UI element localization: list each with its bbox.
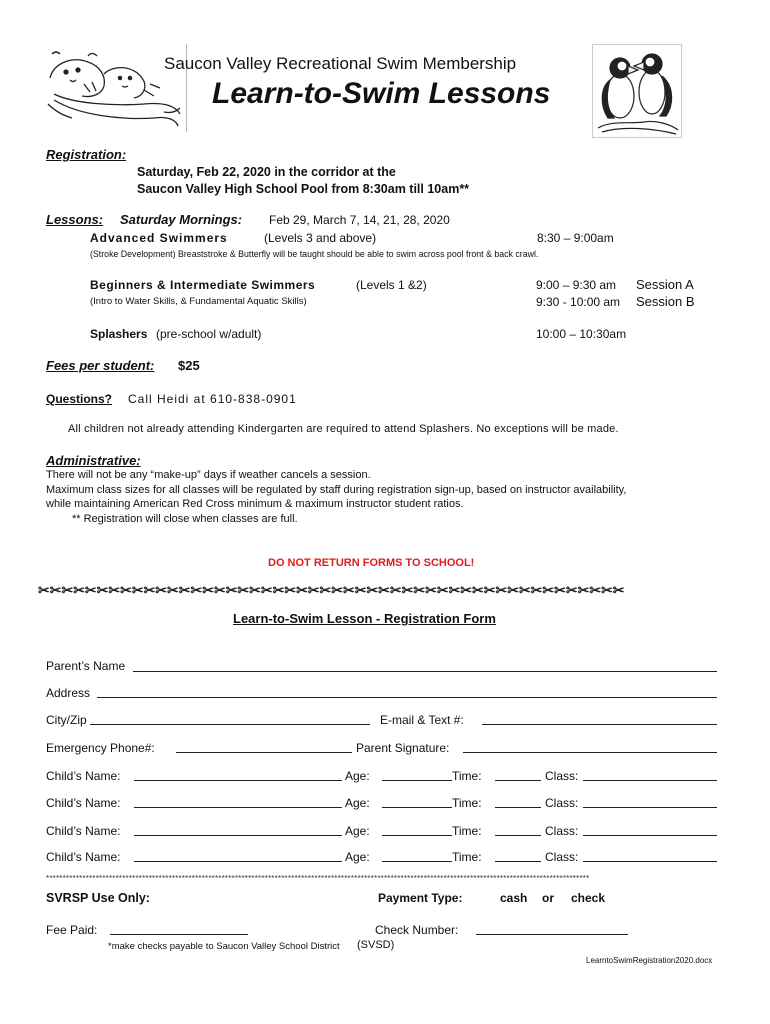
lessons-day: Saturday Mornings: bbox=[120, 212, 243, 227]
child-age-label: Age: bbox=[345, 796, 370, 810]
registration-line1: Saturday, Feb 22, 2020 in the corridor at the bbox=[137, 165, 396, 179]
child-class-field[interactable] bbox=[583, 861, 717, 862]
splashers-note: (pre-school w/adult) bbox=[156, 327, 262, 341]
payment-cash: cash bbox=[500, 891, 528, 905]
parent-name-label: Parent’s Name bbox=[46, 659, 126, 673]
page-title: Learn-to-Swim Lessons bbox=[212, 77, 551, 110]
child-name-label: Child’s Name: bbox=[46, 824, 121, 838]
payment-check: check bbox=[571, 891, 606, 905]
child-age-label: Age: bbox=[345, 824, 370, 838]
do-not-return-warning: DO NOT RETURN FORMS TO SCHOOL! bbox=[268, 557, 475, 569]
emergency-phone-field[interactable] bbox=[176, 752, 352, 753]
child-name-label: Child’s Name: bbox=[46, 796, 121, 810]
kindergarten-note: All children not already attending Kindergarten are required to attend Splashers. No exceptions will be made. bbox=[68, 423, 619, 435]
child-time-field[interactable] bbox=[495, 861, 541, 862]
city-zip-field[interactable] bbox=[90, 724, 370, 725]
scissors-icon: ✂✂✂✂✂✂✂✂✂✂✂✂✂✂✂✂✂✂✂✂✂✂✂✂✂✂✂✂✂✂✂✂✂✂✂✂✂✂✂✂✂✂✂✂✂✂✂✂✂✂ bbox=[38, 582, 625, 598]
child-name-field[interactable] bbox=[134, 780, 342, 781]
beginner-time-a: 9:00 – 9:30 am bbox=[536, 278, 617, 292]
advanced-time: 8:30 – 9:00am bbox=[537, 231, 614, 245]
child-time-label: Time: bbox=[452, 850, 482, 864]
administrative-line4: ** Registration will close when classes are full. bbox=[72, 513, 298, 525]
splashers: Splashers bbox=[90, 327, 148, 341]
form-title: Learn-to-Swim Lesson - Registration Form bbox=[233, 611, 496, 626]
child-class-field[interactable] bbox=[583, 807, 717, 808]
email-text-label: E-mail & Text #: bbox=[380, 713, 464, 727]
child-time-field[interactable] bbox=[495, 780, 541, 781]
child-name-label: Child’s Name: bbox=[46, 850, 121, 864]
fees-heading: Fees per student: bbox=[46, 358, 155, 373]
administrative-line1: There will not be any “make-up” days if weather cancels a session. bbox=[46, 469, 371, 481]
lessons-dates: Feb 29, March 7, 14, 21, 28, 2020 bbox=[269, 213, 450, 227]
otter-illustration bbox=[44, 44, 184, 132]
emergency-phone-label: Emergency Phone#: bbox=[46, 741, 155, 755]
child-name-field[interactable] bbox=[134, 861, 342, 862]
address-label: Address bbox=[46, 686, 91, 700]
fees-amount: $25 bbox=[178, 358, 200, 373]
beginner-note: (Intro to Water Skills, & Fundamental Aquatic Skills) bbox=[90, 296, 307, 307]
payment-or: or bbox=[542, 891, 554, 905]
registration-heading: Registration: bbox=[46, 147, 127, 162]
payable-svsd: (SVSD) bbox=[357, 939, 395, 951]
registration-line2: Saucon Valley High School Pool from 8:30am till 10am** bbox=[137, 182, 470, 196]
parent-signature-field[interactable] bbox=[463, 752, 717, 753]
child-class-field[interactable] bbox=[583, 780, 717, 781]
lessons-heading: Lessons: bbox=[46, 212, 104, 227]
beginner-levels: (Levels 1 &2) bbox=[356, 278, 427, 292]
star-divider: ******************************************************************************************************************************************************************** bbox=[46, 874, 590, 883]
child-time-label: Time: bbox=[452, 824, 482, 838]
child-name-field[interactable] bbox=[134, 835, 342, 836]
puffin-illustration bbox=[592, 44, 682, 138]
fee-paid-label: Fee Paid: bbox=[46, 923, 98, 937]
child-time-label: Time: bbox=[452, 796, 482, 810]
questions-heading: Questions? bbox=[46, 392, 113, 406]
child-time-label: Time: bbox=[452, 769, 482, 783]
check-number-label: Check Number: bbox=[375, 923, 459, 937]
advanced-swimmers: Advanced Swimmers bbox=[90, 231, 228, 245]
child-class-field[interactable] bbox=[583, 835, 717, 836]
address-field[interactable] bbox=[97, 697, 717, 698]
city-zip-label: City/Zip bbox=[46, 713, 87, 727]
child-age-field[interactable] bbox=[382, 861, 452, 862]
parent-signature-label: Parent Signature: bbox=[356, 741, 450, 755]
child-class-label: Class: bbox=[545, 850, 579, 864]
advanced-note: (Stroke Development) Breaststroke & Butterfly will be taught should be able to swim across pool front & back crawl. bbox=[90, 249, 539, 259]
child-name-label: Child’s Name: bbox=[46, 769, 121, 783]
footer-filename: LearntoSwimRegistration2020.docx bbox=[586, 956, 713, 965]
administrative-heading: Administrative: bbox=[46, 453, 141, 468]
splashers-time: 10:00 – 10:30am bbox=[536, 327, 627, 341]
session-a: Session A bbox=[636, 277, 694, 292]
administrative-line3: while maintaining American Red Cross minimum & maximum instructor student ratios. bbox=[46, 498, 464, 510]
child-age-label: Age: bbox=[345, 769, 370, 783]
beginner-time-b: 9:30 - 10:00 am bbox=[536, 295, 621, 309]
email-text-field[interactable] bbox=[482, 724, 717, 725]
beginner-swimmers: Beginners & Intermediate Swimmers bbox=[90, 278, 316, 292]
payment-type-label: Payment Type: bbox=[378, 891, 463, 905]
fee-paid-field[interactable] bbox=[110, 934, 248, 935]
child-class-label: Class: bbox=[545, 769, 579, 783]
check-number-field[interactable] bbox=[476, 934, 628, 935]
payable-note: *make checks payable to Saucon Valley School District bbox=[108, 941, 340, 952]
child-age-field[interactable] bbox=[382, 780, 452, 781]
questions-text: Call Heidi at 610-838-0901 bbox=[128, 392, 297, 406]
advanced-levels: (Levels 3 and above) bbox=[264, 231, 377, 245]
child-name-field[interactable] bbox=[134, 807, 342, 808]
child-age-field[interactable] bbox=[382, 807, 452, 808]
child-age-label: Age: bbox=[345, 850, 370, 864]
child-age-field[interactable] bbox=[382, 835, 452, 836]
child-time-field[interactable] bbox=[495, 835, 541, 836]
child-class-label: Class: bbox=[545, 824, 579, 838]
parent-name-field[interactable] bbox=[133, 671, 717, 672]
page-subtitle: Saucon Valley Recreational Swim Membership bbox=[164, 54, 517, 73]
child-time-field[interactable] bbox=[495, 807, 541, 808]
office-use-heading: SVRSP Use Only: bbox=[46, 891, 150, 905]
child-class-label: Class: bbox=[545, 796, 579, 810]
administrative-line2: Maximum class sizes for all classes will be regulated by staff during registration sign-up, based on instructor availability, bbox=[46, 484, 627, 496]
session-b: Session B bbox=[636, 294, 695, 309]
